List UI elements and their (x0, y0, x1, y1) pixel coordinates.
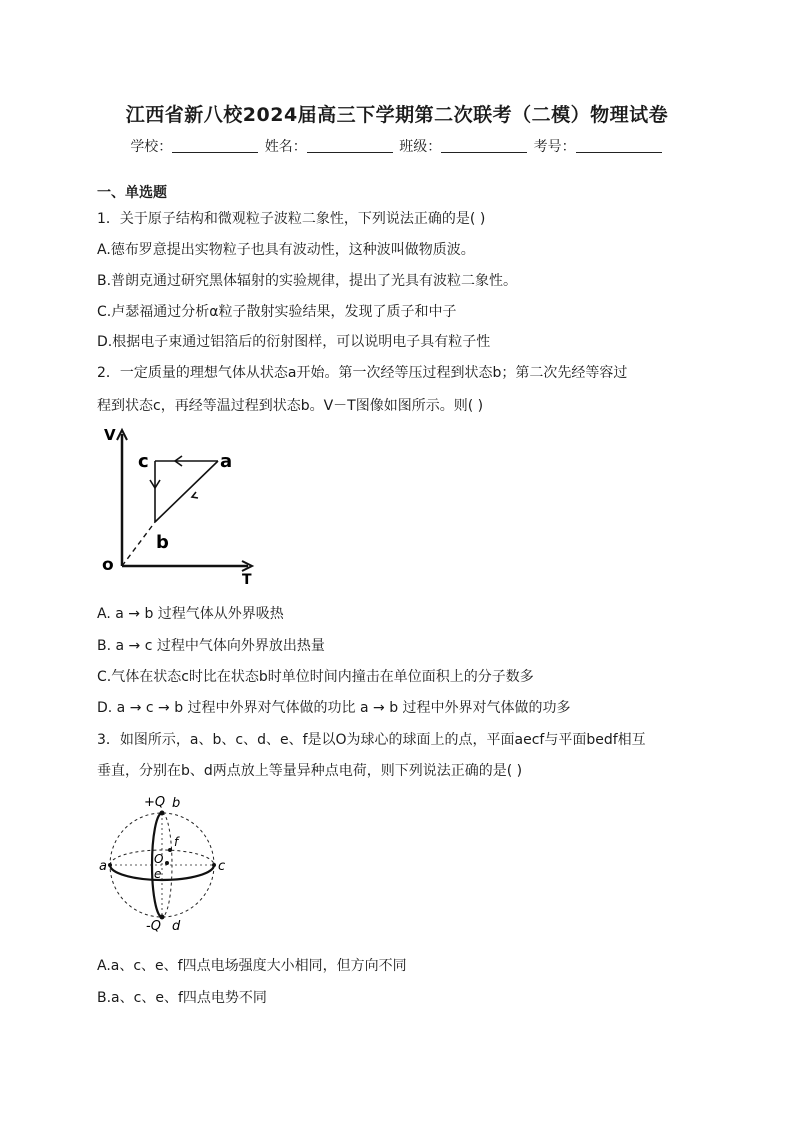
q3-stem-line2: 垂直，分别在b、d两点放上等量异种点电荷，则下列说法正确的是( ) (97, 763, 523, 779)
q1-option-a: A.德布罗意提出实物粒子也具有波动性，这种波叫做物质波。 (97, 242, 475, 258)
plane-aecf-front (110, 865, 214, 880)
q2-option-c: C.气体在状态c时比在状态b时单位时间内撞击在单位面积上的分子数多 (97, 669, 534, 685)
name-blank[interactable] (307, 138, 393, 153)
point-o-dot (165, 861, 169, 865)
school-blank[interactable] (172, 138, 258, 153)
point-b-dot (160, 811, 165, 816)
exam-number-label: 考号： (533, 139, 576, 155)
student-info-row (0, 136, 794, 156)
name-label: 姓名： (264, 139, 307, 155)
e-label: e (154, 867, 162, 881)
c-label: c (218, 859, 226, 874)
f-label: f (174, 835, 179, 849)
point-a-dot (108, 863, 112, 867)
d-label: d (172, 919, 181, 934)
q1-option-c: C.卢瑟福通过分析α粒子散射实验结果，发现了质子和中子 (97, 304, 457, 320)
q2-option-d: D. a → c → b 过程中外界对气体做的功比 a → b 过程中外界对气体做的功多 (97, 700, 571, 716)
point-f-dot (168, 848, 172, 852)
q2-option-b: B. a → c 过程中气体向外界放出热量 (97, 638, 325, 654)
q2-option-a: A. a → b 过程气体从外界吸热 (97, 606, 284, 622)
minus-q-label: -Q (146, 919, 161, 934)
plus-q-label: +Q (144, 795, 166, 810)
a-to-b-arrow-icon (192, 492, 198, 498)
q2-stem-line2: 程到状态c，再经等温过程到状态b。V－T图像如图所示。则( ) (97, 398, 484, 414)
q3-option-b: B.a、c、e、f四点电势不同 (97, 990, 267, 1006)
point-c-dot (212, 863, 216, 867)
origin-label: o (102, 555, 114, 575)
class-blank[interactable] (441, 138, 527, 153)
v-axis-label: V (104, 426, 116, 444)
point-c-label: c (138, 451, 149, 472)
a-b-line (155, 461, 218, 522)
q1-option-d: D.根据电子束通过铝箔后的衍射图样，可以说明电子具有粒子性 (97, 334, 491, 350)
school-label: 学校： (130, 139, 173, 155)
q3-option-a: A.a、c、e、f四点电场强度大小相同，但方向不同 (97, 958, 407, 974)
q3-sphere-figure (98, 790, 248, 940)
t-axis-label: T (242, 572, 252, 586)
point-b-label: b (156, 532, 169, 553)
origin-b-dashed-line (122, 522, 155, 566)
exam-title: 江西省新八校2024届高三下学期第二次联考（二模）物理试卷 (125, 104, 669, 126)
q2-stem-line1: 2．一定质量的理想气体从状态a开始。第一次经等压过程到状态b；第二次先经等容过 (97, 365, 628, 381)
section-title-single-choice: 一、单选题 (97, 185, 167, 201)
q3-stem-line1: 3．如图所示，a、b、c、d、e、f是以O为球心的球面上的点，平面aecf与平面bedf相互 (97, 732, 646, 748)
q1-stem: 1．关于原子结构和微观粒子波粒二象性，下列说法正确的是( ) (97, 211, 486, 227)
o-label: O (154, 852, 164, 866)
class-label: 班级： (399, 139, 442, 155)
q2-vt-graph (98, 424, 268, 586)
exam-number-blank[interactable] (576, 138, 662, 153)
q1-option-b: B.普朗克通过研究黑体辐射的实验规律，提出了光具有波粒二象性。 (97, 273, 518, 289)
a-label: a (99, 859, 107, 874)
b-label: b (172, 796, 181, 811)
point-a-label: a (220, 451, 233, 472)
